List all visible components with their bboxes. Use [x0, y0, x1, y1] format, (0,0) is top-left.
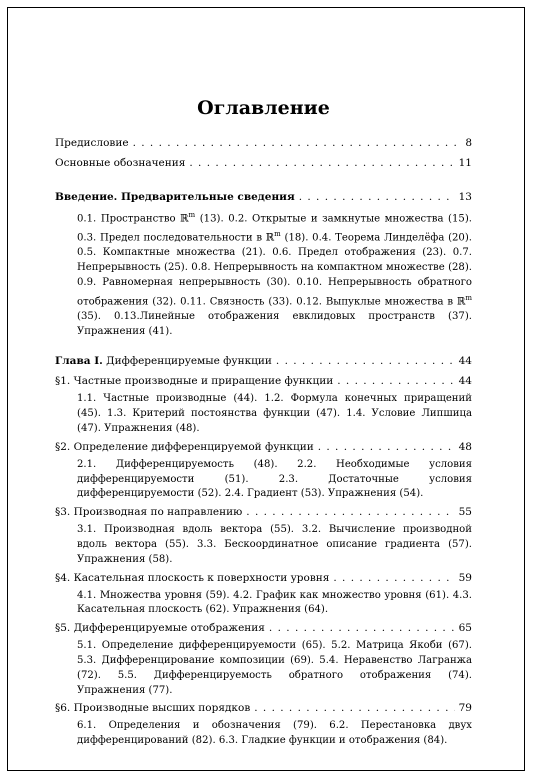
toc-page-number: 65 — [458, 622, 472, 635]
dot-leader — [318, 437, 455, 457]
toc-entry-section-6[interactable] — [55, 698, 472, 718]
toc-page-number: 59 — [458, 571, 472, 584]
dot-leader — [246, 502, 454, 522]
toc-entry-chapter-1[interactable] — [55, 351, 472, 371]
dot-leader — [254, 698, 454, 718]
toc-entry-label: §6. Производные высших порядков — [55, 702, 251, 715]
toc-subitems: 1.1. Частные производные (44). 1.2. Формула конечных приращений (45). 1.3. Критерий постоянства функции (47). 1.4. Условие Липшица (47). Упражнения (48). — [77, 393, 472, 435]
toc-subitems: 0.1. Пространство ℝ$^m$ (13). 0.2. Открытые и замкнутые множества (15). 0.3. Предел последовательности в ℝ$^m$ (18). 0.4. Теорема Линделёфа (20). 0.5. Компактные множества (21). 0.6. Предел отображения (23). 0.7. Непрерывность (25). 0.8. Непрерывность на компактном множестве (28). 0.9. Равномерная непрерывность (30). 0.10. Непрерывность обратного отображения (32). 0.11. Связность (33). 0.12. Выпуклые множества в ℝ$^m$ (35). 0.13.Линейные отображения евклидовых пространств (37). Упражнения (41). — [77, 211, 473, 337]
superscript: m — [465, 293, 472, 302]
toc-entry-section-3[interactable] — [55, 502, 472, 522]
toc-entry-section-4[interactable] — [55, 568, 472, 588]
toc-entry-label — [55, 351, 276, 371]
toc-subitems: 6.1. Определения и обозначения (79). 6.2. Перестановка двух дифференцирований (82). 6.3. Гладкие функции и отображения (84). — [77, 720, 472, 747]
toc-entry-label: §1. Частные производные и приращение функции — [55, 375, 334, 388]
toc-page-number: 48 — [458, 440, 472, 453]
chapter-title: Дифференцируемые функции — [106, 355, 272, 368]
toc-page-number: 13 — [458, 191, 472, 203]
toc-entry-section-5[interactable] — [55, 618, 472, 638]
toc-subitems: 5.1. Определение дифференцируемости (65). 5.2. Матрица Якоби (67). 5.3. Дифференцирование композиции (69). 5.4. Неравенство Лагранжа (72). 5.5. Дифференцируемость обратного отображения (74). Упражнения (77). — [77, 640, 472, 696]
toc-entry-introduction[interactable] — [55, 187, 472, 207]
toc-entry-label: Введение. Предварительные сведения — [55, 191, 295, 203]
toc-entry-section-2[interactable] — [55, 437, 472, 457]
dot-leader — [333, 568, 454, 588]
toc-page-number: 44 — [458, 375, 472, 388]
toc-entry-label: §3. Производная по направлению — [55, 506, 243, 519]
toc-entry-label: §2. Определение дифференцируемой функции — [55, 440, 314, 453]
toc-page-number: 11 — [458, 157, 472, 169]
toc-page-number: 79 — [458, 702, 472, 715]
dot-leader — [299, 187, 455, 207]
dot-leader — [133, 133, 462, 153]
chapter-prefix: Глава I. — [55, 355, 103, 368]
toc-subitems: 4.1. Множества уровня (59). 4.2. График как множество уровня (61). 4.3. Касательная плоскость (62). Упражнения (64). — [77, 589, 472, 616]
toc-page-number: 8 — [465, 137, 472, 149]
section-list — [55, 371, 472, 749]
toc-subitems: 3.1. Производная вдоль вектора (55). 3.2. Вычисление производной вдоль вектора (55). 3.3. Бескоординатное описание градиента (57). Упражнения (58). — [77, 524, 472, 565]
toc-page-number: 44 — [458, 355, 472, 368]
dot-leader — [269, 618, 455, 638]
toc-entry-section-1[interactable] — [55, 371, 472, 391]
toc-entry-preface[interactable] — [55, 133, 472, 153]
page-title: Оглавление — [197, 97, 330, 119]
table-of-contents — [55, 96, 472, 749]
dot-leader — [276, 351, 455, 371]
dot-leader — [337, 371, 454, 391]
toc-entry-label: Предисловие — [55, 137, 129, 149]
superscript: m — [188, 211, 196, 219]
dot-leader — [189, 153, 454, 173]
toc-entry-label: §4. Касательная плоскость к поверхности уровня — [55, 571, 330, 584]
toc-entry-notation[interactable] — [55, 153, 472, 173]
toc-page-number: 55 — [458, 506, 472, 519]
superscript: m — [274, 230, 281, 239]
toc-entry-label: Основные обозначения — [55, 157, 186, 169]
toc-entry-label: §5. Дифференцируемые отображения — [55, 622, 265, 635]
toc-subitems: 2.1. Дифференцируемость (48). 2.2. Необходимые условия дифференцируемости (51). 2.3. Достаточные условия дифференцируемости (52). 2.4. Градиент (53). Упражнения (54). — [77, 458, 472, 500]
